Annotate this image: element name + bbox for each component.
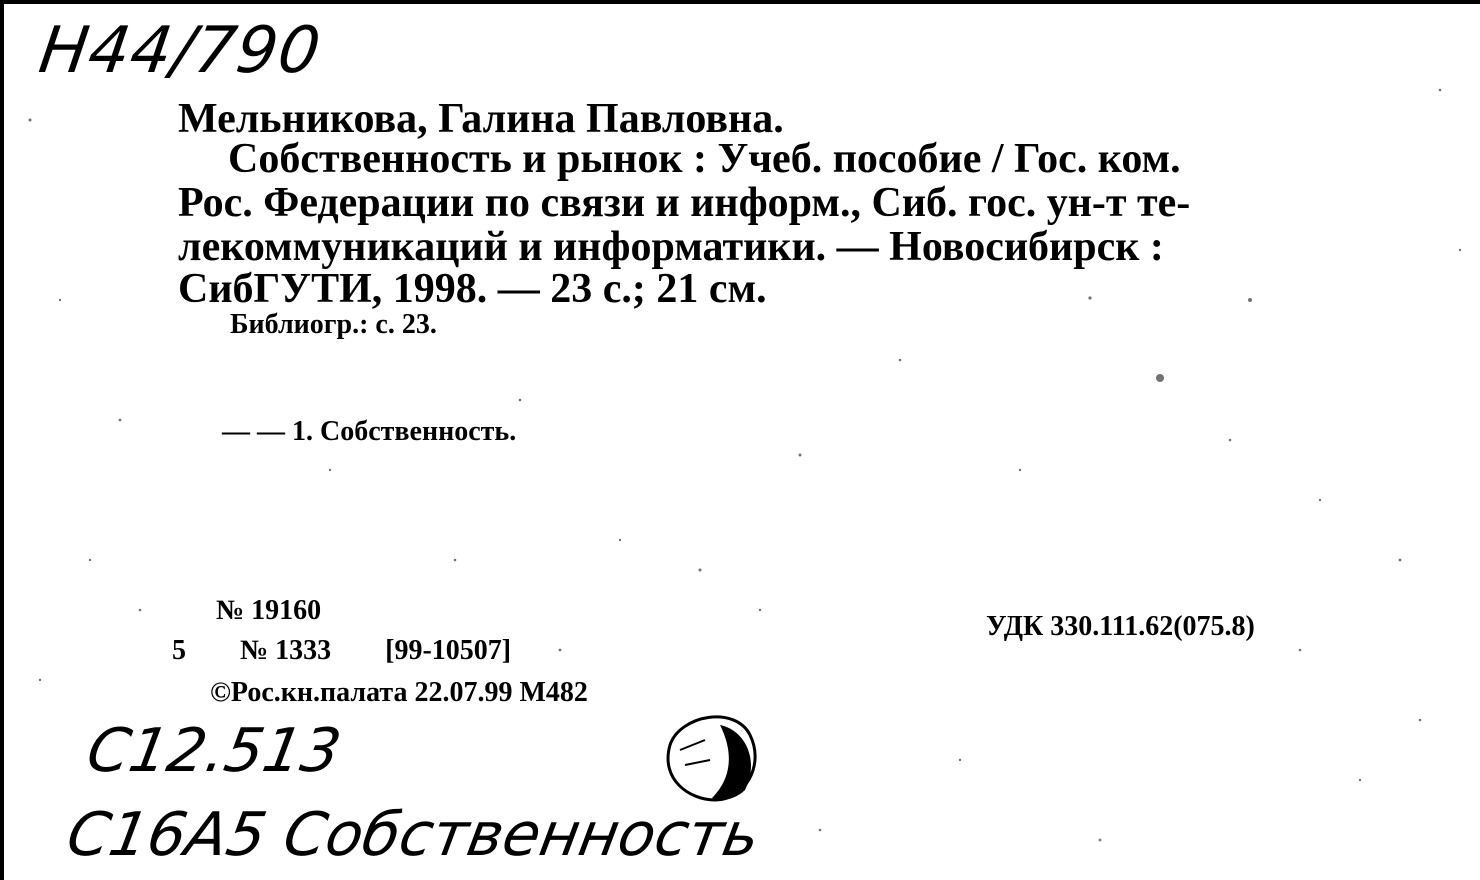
shelf-mark: Н44/790 xyxy=(34,14,326,88)
card-left-edge xyxy=(0,0,4,880)
subject-tracing: — — 1. Собственность. xyxy=(222,416,517,447)
title-line-1: Собственность и рынок : Учеб. пособие / Гос. ком. xyxy=(228,136,1181,182)
registration-number-2 xyxy=(172,637,511,665)
copies-count: 5 xyxy=(172,635,186,666)
ink-stamp xyxy=(650,700,770,810)
registration-number: № 19160 xyxy=(216,595,322,626)
book-number: № 1333 xyxy=(240,635,332,666)
handwritten-code-2: С16А5 Собственность xyxy=(61,800,765,870)
title-line-4: СибГУТИ, 1998. — 23 с.; 21 см. xyxy=(178,266,767,312)
bibliography-note: Библиогр.: с. 23. xyxy=(230,309,437,340)
udk-class: УДК 330.111.62(075.8) xyxy=(986,611,1255,642)
author-heading: Мельникова, Галина Павловна. xyxy=(178,96,784,142)
title-line-3: лекоммуникаций и информатики. — Новосибирск : xyxy=(178,224,1164,270)
handwritten-code-1: С12.513 xyxy=(81,716,347,786)
chamber-code: [99-10507] xyxy=(385,635,512,666)
title-line-2: Рос. Федерации по связи и информ., Сиб. гос. ун-т те- xyxy=(178,180,1191,226)
copyright-line: ©Рос.кн.палата 22.07.99 М482 xyxy=(210,677,588,708)
card-top-edge xyxy=(0,0,1480,4)
